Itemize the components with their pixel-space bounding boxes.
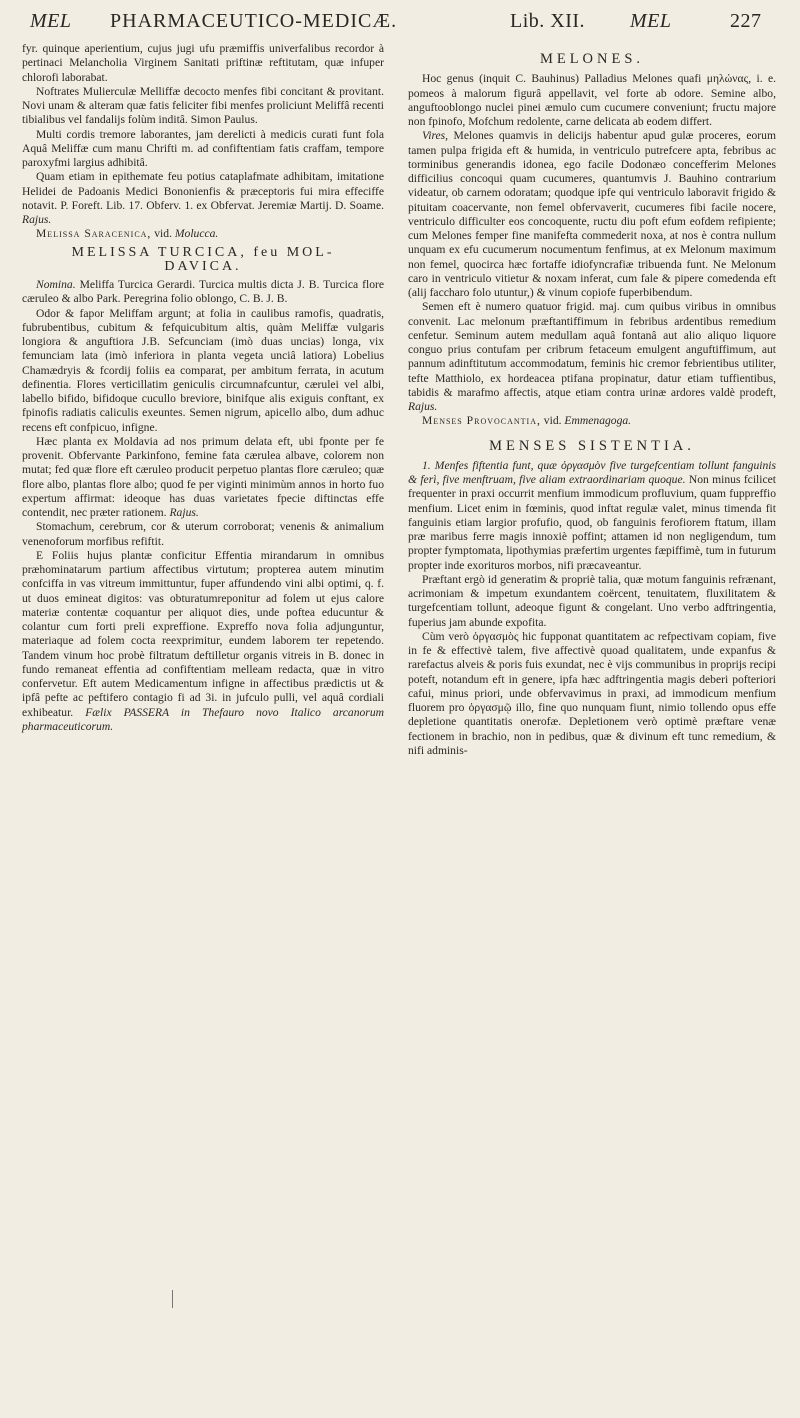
cross-reference-target: Emmenagoga.	[564, 414, 632, 428]
paragraph	[22, 549, 384, 734]
paragraph: Noftrates Mulierculæ Melliffæ decocto menfes fibi concitant & provitant. Novi unam & alteram quæ fatis feliciter fibi menfes proliciunt Meliffâ recenti tibialibus vel fandalijs folùm inditâ. Simon Paulus.	[22, 84, 384, 127]
paragraph-text: Semen eft è numero quatuor frigid. maj. cum quibus viribus in omnibus convenit. Lac melonum præftantiffimum in febribus ardentibus remedium cenfetur. Seminum autem medullam aquâ fontanâ aut alio aliquo liquore conguo prius contufam per cribrum fetaceum emulgent anguftiffimum, aut pannum adinftitutum accommodatum, feminis hic cremor febrientibus utiliter, tefte Matthiolo, ex hordeacea ptifana propinatur, datur etiam tuffientibus, tabidis & marafmo affectis, atque etiam contra urinæ ardores valdè prodeft,	[408, 300, 776, 399]
header-book-number: Lib. XII.	[510, 10, 586, 32]
paragraph-lead: 1. Menfes fiftentia funt, quæ ὀργασμὸν five turgefcentiam tollunt fanguinis & ferì, five menftruam, five aliam extraordinariam quoque.	[408, 458, 776, 486]
cross-reference-term: Melissa Saracenica,	[36, 227, 152, 241]
paragraph: Præftant ergò id generatim & propriè talia, quæ motum fanguinis refrænant, acrimoniam & impetum exundantem coërcent, tenuitatem, fluxilitatem & turgefcentiam tollunt, adeoque figunt & congelant. Uno verbo adftringentia, fuperius jam abunde expofita.	[408, 572, 776, 629]
author-citation: Rajus.	[22, 213, 52, 226]
cross-reference-target: Molucca.	[174, 227, 219, 241]
left-column	[22, 42, 384, 734]
paragraph-text: Hæc planta ex Moldavia ad nos primum delata eft, ubi fponte per fe provenit. Obfervante Parkinfono, femine fata cærulea albave, colorem non mutat; fed quæ flore eft cæruleo producit perpetuo plantas flore cæruleo; quæ flore albo, plantas flore albo; quod fe per viginti minimùm annos in horto fuo expertum affirmat: ideoque has duas varietates fpecie diftinctas effe contendit, nec præter rationem.	[22, 434, 384, 519]
paragraph-text: Meliffa Turcica Gerardi. Turcica multis dicta J. B. Turcica flore cæruleo & albo Park. Peregrina folio oblongo, C. B. J. B.	[22, 278, 385, 306]
paragraph-label: Vires,	[422, 129, 449, 143]
paragraph-text: Quam etiam in epithemate feu potius cataplafmate adhibitam, imitatione Helidei de Padoanis Medici Bononienfis & præceptoris fui mira effeciffe notavit. P. Foreft. Lib. 17. Obferv. 1. ex Obfervat. Jeremiæ Martij. D. Soame.	[22, 170, 384, 212]
section-title-line: MELISSA TURCICA, feu MOL-	[71, 244, 335, 260]
cross-reference	[22, 227, 384, 241]
paragraph	[22, 170, 384, 227]
paragraph: fyr. quinque aperientium, cujus jugi ufu præmiffis univerfalibus recordor à pertinaci Melancholia Virginem Sanitati priftinæ reftitutam, quæ infuper chlorofi laborabat.	[22, 42, 384, 84]
page-fold-mark	[172, 1290, 173, 1308]
paragraph	[408, 129, 776, 300]
paragraph: Stomachum, cerebrum, cor & uterum corroborat; venenis & animalium venenoforum morfibus refiftit.	[22, 520, 384, 548]
page-number: 227	[730, 10, 762, 32]
cross-reference-vid: vid.	[543, 414, 562, 428]
header-right-keyword: MEL	[630, 10, 672, 32]
paragraph	[408, 459, 776, 573]
paragraph-text: E Foliis hujus plantæ conficitur Effentia mirandarum in omnibus præhominatarum partium affectibus virtutum; propterea autem minutim confciffa in vas vitreum immittuntur, fuper affundendo vini albi optimi, q. f. ut duos emineat digitos: vas obturatumreponitur ad folem ut ejus calore materiæ contentæ coquantur per aliquot dies, unde poftea educuntur & colantur cum forti preli expreffione. Expreffo nova folia adjunguntur, materiaque ad folem cocta reexprimitur, eundem laborem ter repetendo. Tandem vinum hoc probè filtratum deftilletur organis vitreis in B. donec in fundo remaneat effentia ad confiftentiam melleam redacta, quæ in vitro confervetur. Eft autem Medicamentum infigne in affectibus prædictis ut & ipfâ pefte ac peftifero contagio fi ad 3i. in jufculo pulli, vel aquâ cordiali exhibeatur.	[22, 548, 384, 719]
paragraph: Multi cordis tremore laborantes, jam derelicti à medicis curati funt fola Aquâ Meliffæ cum manu Chrifti m. ad confiftentiam fatis craffam, tempore paroxyfmi largius adhibitâ.	[22, 127, 384, 169]
paragraph	[22, 278, 384, 307]
paragraph: Hoc genus (inquit C. Bauhinus) Palladius Melones quafi μηλώνας, i. e. pomeos à malorum figurâ appellavit, vel forte ab odore. Semine albo, anguftooblongo nuclei pinei æmulo cum cucumere conveniunt; fructu majore non fpinofo, Mofchum redolente, carne delicata ab eodem differt.	[408, 72, 776, 128]
section-title: MELONES.	[539, 51, 645, 67]
cross-reference-term: Menses Provocantia,	[422, 414, 541, 428]
paragraph-label: Nomina.	[36, 278, 76, 291]
author-citation: Rajus.	[408, 400, 438, 413]
source-citation: Fælix PASSERA in Thefauro novo Italico arcanorum pharmaceuticorum.	[22, 705, 384, 733]
paragraph: Odor & fapor Meliffam argunt; at folia in caulibus ramofis, quadratis, fubrubentibus, cubitum & fefquicubitum altis, quàm Meliffæ vulgaris longiora & anguftiora J.B. Sefcunciam (imò duas uncias) longa, vix femunciam lata (imò inferiora in planta vegeta unciâ latiora) Lobelius Chamædryis & fcordij foliis ea comparat, per ambitum ferrata, in acutum definentia. Flores verticillatim geniculis circumnafcuntur, cærulei vel albi, labello bifido, bifidoque cucullo breviore, binifque alis exiguis conftant, ex fpinofis radiatis caliculis exeuntes. Semen nigrum, apicello albo, dum adhuc recens eft confpicuo, infigne.	[22, 306, 384, 434]
section-title	[22, 246, 384, 275]
paragraph	[22, 435, 384, 521]
paragraph	[408, 300, 776, 414]
paragraph: Cùm verò ὀργασμὸς hic fupponat quantitatem ac refpectivam copiam, five in fe & effectivè talem, five affectivè quoad qualitatem, unde expanfus & rarefactus alveis & poris fuis exundat, nec è vijs communibus in proprijs recipi poteft, notandum eft in genere, ipfa hæc adftringentia magis deberi pofteriori cafui, minus priori, unde obfervavimus in praxi, ad immodicum menfium fluorem pro ὀργασμῷ illo, fine quo nunquam fiunt, nimio tollendo opus effe depletione quantitatis onerofæ. Depletionem verò optimè præftare venæ fectionem in brachio, non in pedibus, quæ & divinum eft tunc remedium, & nifi adminis-	[408, 629, 776, 757]
paragraph-text: Melones quamvis in delicijs habentur apud gulæ proceres, eorum tamen pulpa frigida eft & humida, in ventriculo putrefcere apta, febribus ac torminibus generandis idonea, ego facile Dodonæo concefferim Melones difficilius concoqui quam cucumeres, quantumvis J. Bauhino contrarium videatur, ob carnem odoratam; quodque ipfe qui ventriculo laboravit frigido & pituitam coacervante, non femel obfervaverit, cucumeres fibi facile nocere, ventriculo difficulter eos concoquente, ructu diu poft efum eofdem refipiente; cum Melones femper fine manifefta commederit noxa, at nos è contra nullum unquam ex efu cucumerum nocumentum fenfimus, at ex Melonum maximum non femel, quocirca hæc fortaffe idiofyncrafiæ tribuenda funt. Ne Melonum caro in ventriculo vitietur & noxam inferat, cum fale & pipere comedenda eft (alij faccharo folo utuntur,) & vinum copiofe fuperbibendum.	[408, 129, 776, 299]
right-column	[408, 42, 776, 758]
author-citation: Rajus.	[169, 506, 199, 519]
running-header	[30, 6, 790, 38]
header-left-keyword: MEL	[30, 10, 72, 32]
paragraph-text: Non minus fcilicet frequenter in praxi occurrit menfium immodicum profluvium, quam fuppreffio menfium. Licet enim in fœminis, quod inftat regulæ valet, minus timenda fit fanguinis etiam largior profufio, quod, ob fanguinis ferofiorem ftatum, illam præ maribus ferre magis innoxiè poffint; attamen id non negligendum, tum propter fymptomata, lipothymias præfertim urgentes fæpiffimè, tum in futurum propter inde exorituros morbos, nifi præcaveantur.	[408, 473, 776, 572]
cross-reference-vid: vid.	[154, 227, 172, 241]
section-title-line: DAVICA.	[164, 258, 242, 274]
header-title: PHARMACEUTICO-MEDICÆ.	[110, 10, 398, 32]
cross-reference	[408, 414, 776, 428]
section-title: MENSES SISTENTIA.	[489, 437, 695, 454]
